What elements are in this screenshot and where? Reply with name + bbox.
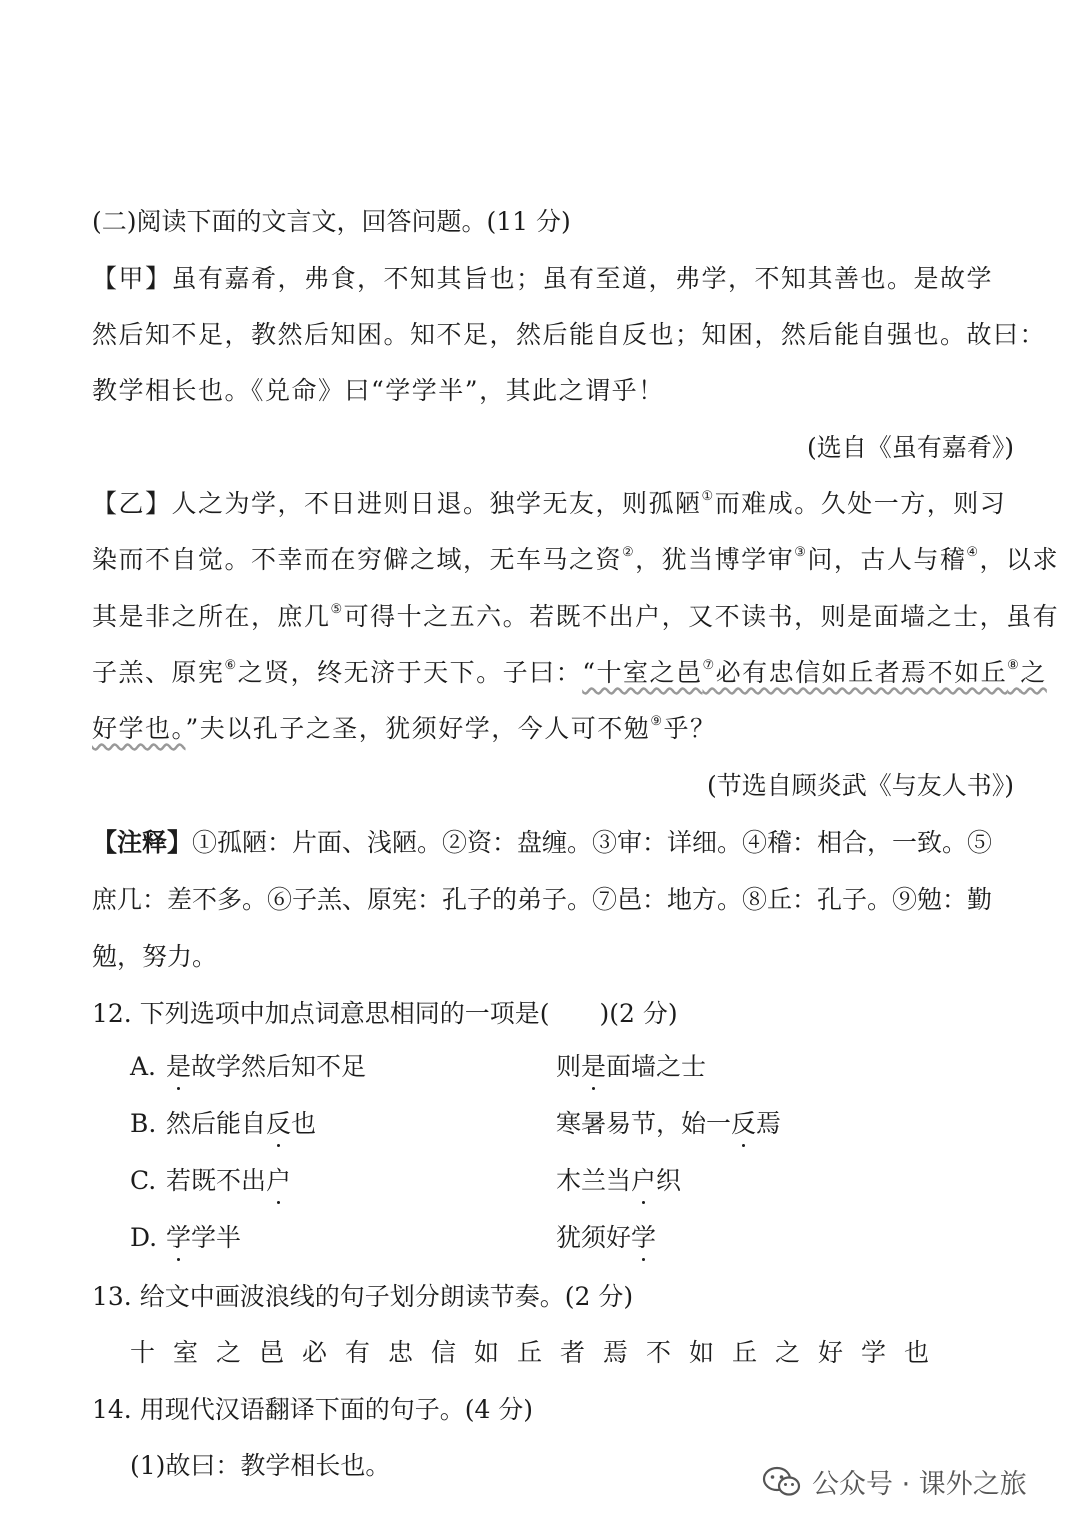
notes-line-1: 【注释】①孤陋：片面、浅陋。②资：盘缠。③审：详细。④稽：相合，一致。⑤ [92,828,993,857]
notes-line-3: 勉，努力。 [92,942,218,971]
option-letter: D. [130,1223,158,1252]
dotted-word: 户 [631,1164,656,1198]
passage-a-line-1: 【甲】虽有嘉肴，弗食，不知其旨也；虽有至道，弗学，不知其善也。是故学 [92,264,994,293]
passage-b-line-1: 【乙】人之为学，不日进则日退。独学无友，则孤陋①而难成。久处一方，则习 [92,489,1007,518]
note-ref-1: ① [701,489,715,504]
option-c-left: 若既不出户 [166,1164,291,1198]
notes-label: 【注释】 [92,828,193,857]
passage-b-marker: 【乙】 [92,489,172,518]
dotted-word: 学 [631,1221,656,1255]
dotted-word: 学 [166,1221,191,1255]
passage-a-marker: 【甲】 [92,264,172,293]
option-c-right: 木兰当户织 [556,1164,681,1198]
watermark [762,1462,1027,1501]
note-ref-5: ⑤ [330,602,344,617]
dotted-word: 反 [266,1107,291,1141]
question-12-stem: 12. 下列选项中加点词意思相同的一项是( )(2 分) [92,999,678,1028]
option-d-right: 犹须好学 [556,1221,656,1255]
passage-a-line-2: 然后知不足，教然后知困。知不足，然后能自反也；知困，然后能自强也。故曰： [92,320,1047,349]
wavy-underlined-sentence: “十室之邑⑦必有忠信如丘者焉不如丘⑧之 [582,658,1047,687]
note-ref-8: ⑧ [1007,658,1021,673]
option-b-left: 然后能自反也 [166,1107,316,1141]
note-ref-9: ⑨ [650,714,664,729]
option-letter: A. [130,1052,157,1081]
note-ref-7: ⑦ [702,658,716,673]
question-14-stem: 14. 用现代汉语翻译下面的句子。(4 分) [92,1395,534,1424]
option-b-right: 寒暑易节，始一反焉 [556,1107,781,1141]
section-heading: (二)阅读下面的文言文，回答问题。(11 分) [92,207,571,236]
passage-a-source: (选自《虽有嘉肴》) [806,433,1014,462]
option-a-left: 是故学然后知不足 [166,1050,366,1084]
option-d-left: 学学半 [166,1221,241,1255]
note-ref-2: ② [622,545,636,560]
passage-b-line-3: 其是非之所在，庶几⑤可得十之五六。若既不出户，又不读书，则是面墙之士，虽有 [92,602,1060,631]
passage-a-line-3: 教学相长也。《兑命》曰“学学半”，其此之谓乎！ [92,376,665,405]
dotted-word: 反 [731,1107,756,1141]
option-letter: B. [130,1109,157,1138]
option-a-right: 则是面墙之士 [556,1050,706,1084]
question-14-item-1: (1)故曰：教学相长也。 [130,1451,391,1480]
dotted-word: 是 [166,1050,191,1084]
question-13-stem: 13. 给文中画波浪线的句子划分朗读节奏。(2 分) [92,1282,634,1311]
note-ref-6: ⑥ [224,658,238,673]
option-letter: C. [130,1166,157,1195]
dotted-word: 户 [266,1164,291,1198]
wavy-underlined-sentence-end: 好学也。 [92,714,186,743]
note-ref-3: ③ [794,545,808,560]
dotted-word: 是 [581,1050,606,1084]
watermark-text: 公众号 · 课外之旅 [812,1469,1027,1500]
wechat-icon [762,1466,802,1498]
passage-b-line-4: 子羔、原宪⑥之贤，终无济于天下。子曰：“十室之邑⑦必有忠信如丘者焉不如丘⑧之 [92,658,1047,687]
question-13-sentence: 十室之邑必有忠信如丘者焉不如丘之好学也 [130,1338,948,1367]
document-page [92,0,1060,1527]
note-ref-4: ④ [966,545,980,560]
passage-b-source: (节选自顾炎武《与友人书》) [706,771,1014,800]
passage-b-line-5: 好学也。”夫以孔子之圣，犹须好学，今人可不勉⑨乎？ [92,714,717,743]
notes-line-2: 庶几：差不多。⑥子羔、原宪：孔子的弟子。⑦邑：地方。⑧丘：孔子。⑨勉：勤 [92,885,993,914]
passage-b-line-2: 染而不自觉。不幸而在穷僻之域，无车马之资②，犹当博学审③问，古人与稽④，以求 [92,545,1060,574]
